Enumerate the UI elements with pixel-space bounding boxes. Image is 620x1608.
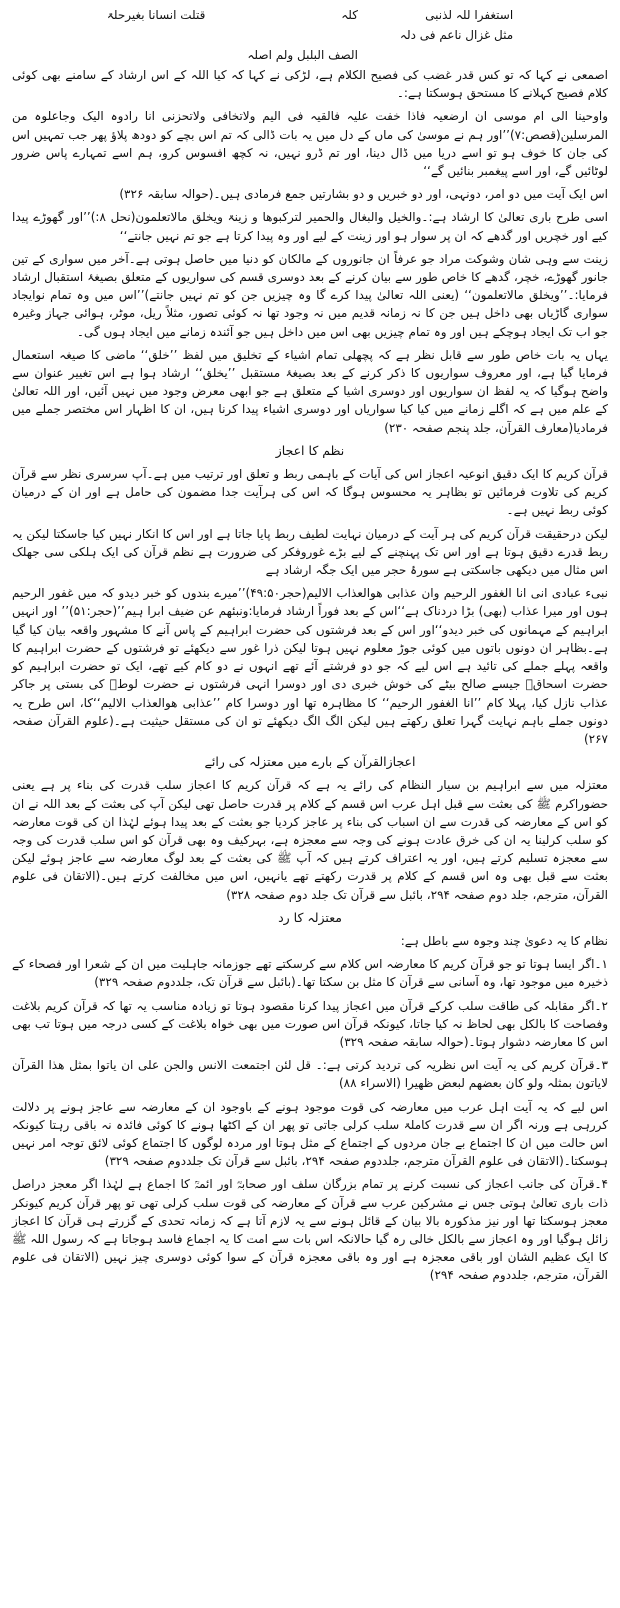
paragraph: ۴۔قرآن کی جانب اعجاز کی نسبت کرنے پر تمام بزرگان سلف اور صحابہؓ اور ائمہؒ کا اجماع ہے لہٰذا اگر معجز دراصل ذات باری تعالیٰ ہوتی جس نے مشرکین عرب سے قرآن کے معارضہ کی قوت سلب کرلی تھی تو پھر قرآن کریم کیونکر معجز ہوسکتا تھا اور نیز مذکورہ بالا بیان کے قائل ہونے سے یہ لازم آتا ہے کہ زمانہ تحدی کے گزرتے ہی قرآن کا اعجاز زائل ہوگیا اور وہ اعجاز سے بالکل خالی رہ گیا حالانکہ اس بات سے امت کا یہ اجماع فاسد ہوجاتا ہے کہ رسول اللہ ﷺ کا ایک عظیم الشان اور باقی معجزہ ہے اور وہ باقی معجزہ قرآن کے سوا کوئی دوسری چیز نہیں (الاتقان فی علوم القرآن، مترجم، جلددوم صفحہ ۲۹۴) [12, 1177, 608, 1283]
section-heading: نظم کا اعجاز [275, 442, 345, 458]
paragraph: لیکن درحقیقت قرآن کریم کی ہر آیت کے درمیان نہایت لطیف ربط پایا جاتا ہے اور اس کا انکار نہیں کیا جاسکتا لیکن یہ ربط قدرے دقیق ہوتا ہے اور اس تک پہنچنے کے لیے بڑے غوروفکر کی ضرورت ہے نظم قرآن کی ایک ہلکی سی جھلک اس مثال میں دیکھی جاسکتی ہے سورۂ حجر میں ایک جگہ ارشاد ہے [12, 526, 608, 578]
verse-segment: استغفرا للہ لذنبی [425, 8, 514, 22]
paragraph: قرآن کریم کا ایک دقیق انوعیہ اعجاز اس کی آیات کے باہمی ربط و تعلق اور ترتیب میں ہے۔آپ سرسری نظر سے قرآن کریم کی تلاوت فرمائیں تو بظاہر یہ محسوس ہوگا کہ اس کی ہرآیت جدا مضمون کی حامل ہے اور ان کے درمیان کوئی ربط نہیں ہے۔ [12, 467, 608, 518]
paragraph: واوحینا الی ام موسی ان ارضعیہ فاذا خفت علیہ فالقیہ فی الیم ولاتخافی ولاتحزنی انا رادوہ الیک وجاعلوہ من المرسلین(قصص:۷)’’اور ہم نے موسیٰ کی ماں کے دل میں یہ بات ڈالی کہ تم اس بچے کو دودھ پلاؤ پھر جب تمہیں اس کی جان کا خوف ہو تو اسے دریا میں ڈال دینا، اور تم ڈرو نہیں، نہ کچھ افسوس کرو، ہم اسے تمہارے پاس ضرور لوٹائیں گے، اور اسے پیغمبر بنائیں گے‘‘ [12, 109, 608, 179]
verse-segment: کلہ [341, 8, 358, 22]
section-heading: اعجازالقرآن کے بارے میں معتزلہ کی رائے [204, 754, 416, 770]
paragraph: معتزلہ میں سے ابراہیم بن سیار النظام کی رائے یہ ہے کہ قرآن کریم کا اعجاز سلب قدرت کی بناء پر ہے یعنی حضوراکرم ﷺ کی بعثت سے قبل اہل عرب اس قسم کے کلام پر قدرت حاصل تھی لیکن آپ کی بعثت کے بعد اللہ نے ان کو اس کے معارضہ کی قدرت سے ان اسباب کی بناء پر عاجز کردیا جو بعثت کے بعد پیدا ہوئے لہٰذا ان کی قوت معارضہ کو سلب کرلینا یہ ان کی خرق عادت ہونے کی وجہ سے معجزہ ہے، بہرکیف وہ بھی قرآن کو اس سلب قدرت کی وجہ سے معجزہ تسلیم کرتے ہیں، اور یہ اعتراف کرتے ہیں کہ آپ ﷺ کی بعثت کے بعد لوگ معارضہ سے عاجز ہوئے لیکن بعثت سے قبل بھی وہ اس قسم کے کلام پر قدرت رکھتے تھے یانہیں، اس میں مخالفت کرتے ہیں۔(الاتقان فی علوم القرآن، مترجم، جلد دوم صفحہ ۲۹۴، بائبل سے قرآن تک جلد دوم صفحہ ۳۲۸) [12, 778, 608, 902]
paragraph: ۳۔قرآن کریم کی یہ آیت اس نظریہ کی تردید کرتی ہے:۔ قل لئن اجتمعت الانس والجن علی ان یاتوا بمثل ھذا القرآن لایاتون بمثلہ ولو کان بعضھم لبعض ظھیرا (الاسراء ۸۸) [12, 1058, 608, 1091]
paragraph: یہاں یہ بات خاص طور سے قابل نظر ہے کہ پچھلی تمام اشیاء کے تخلیق میں لفظ ’’خلق‘‘ ماضی کا صیغہ استعمال فرمایا گیا ہے، اور معروف سواریوں کا ذکر کرنے کے بعد بصیغۂ مستقبل ’’یخلق‘‘ ارشاد ہوا ہے اس تغییر عنوان سے واضح ہوگیا کہ یہ لفظ ان سواریوں اور دوسری اشیا کے متعلق ہے جو ابھی معرض وجود میں نہیں آئیں، اور اللہ تعالیٰ کے علم میں ہے کہ اگلے زمانے میں کیا کیا سواریاں اور دوسری اشیاء پیدا کرنا ہیں، ان کا اظہار اس مختصر جملے میں فرمادیا(معارف القرآن، جلد پنجم صفحہ ۲۳۰) [12, 347, 608, 435]
section-heading: معتزلہ کا رد [278, 909, 342, 925]
paragraph: اصمعی نے کہا کہ تو کس قدر غضب کی فصیح الکلام ہے، لڑکی نے کہا کہ کیا اللہ کے اس ارشاد کے سامنے بھی کوئی کلام فصیح کہلانے کا مستحق ہوسکتا ہے:۔ [12, 68, 608, 101]
paragraph: اس ایک آیت میں دو امر، دونہی، اور دو خبریں و دو بشارتیں جمع فرمادی ہیں۔(حوالہ سابقہ ۳۲۶) [119, 187, 608, 202]
paragraph: اس لیے کہ یہ آیت اہل عرب میں معارضہ کی قوت موجود ہونے کے باوجود ان کے معارضہ سے عاجز ہونے پر دلالت کررہی ہے ورنہ اگر ان سے قدرت کاملۃ سلب کرلی جاتی تو پھر ان کے اکٹھا ہونے کا کوئی فائدہ نہ باقی رہتا کیونکہ اس حالت میں ان کا اجتماع بے جان مردوں کے اجتماع کے مثل ہوتا اور مردہ لوگوں کا اجتماع کوئی لائق توجہ امر نہیں ہوسکتا۔(الاتقان فی علوم القرآن مترجم، جلددوم صفحہ ۲۹۴، بائبل سے قرآن تک جلددوم صفحہ ۳۲۹) [12, 1099, 608, 1169]
paragraph: زینت سے وہی شان وشوکت مراد جو عرفاً ان جانوروں کے مالکان کو دنیا میں حاصل ہوتی ہے۔آخر میں سواری کے تین جانور گھوڑے، خچر، گدھے کا خاص طور سے بیان کرنے کے بعد دوسری قسم کی سواریوں کے متعلق بصیغۂ استقبال ارشاد فرمایا:۔’’ویخلق مالاتعلمون‘‘ (یعنی اللہ تعالیٰ پیدا کرے گا وہ چیزیں جن کو تم نہیں جانتے)’’اس میں وہ تمام نوایجاد سواری گاڑیاں بھی داخل ہیں جن کا نہ زمانہ قدیم میں نہ وجود تھا نہ کوئی تصور، مثلاً ریل، موٹر، ہوائی جہاز وغیرہ جو اب تک ایجاد ہوچکے ہیں اور وہ تمام چیزیں بھی اس میں داخل ہیں جو آئندہ زمانے میں ایجاد ہوں گی۔ [12, 251, 608, 339]
verse-segment: الصف البلبل ولم اصلہ [247, 48, 358, 62]
paragraph: ۲۔اگر مقابلہ کی طاقت سلب کرکے قرآن میں اعجاز پیدا کرنا مقصود ہوتا تو زیادہ مناسب یہ تھا کہ قرآن کریم بلاغت وفصاحت کا بالکل بھی لحاظ نہ کیا جاتا، کیونکہ قرآن اس صورت میں بھی خواہ بلاغت کے کسی درجہ میں ہوتا تب بھی اس کا معارضہ دشوار ہوتا۔(حوالہ سابقہ صفحہ ۳۲۹) [12, 998, 608, 1049]
paragraph: اسی طرح باری تعالیٰ کا ارشاد ہے:۔والخیل والبغال والحمیر لترکبوھا و زینۃ ویخلق مالاتعلمون(نحل ۸:)’’اور گھوڑے پیدا کیے اور خچریں اور گدھے کہ ان پر سوار ہو اور زینت کے لیے اور وہ پیدا کرتا ہے جو تم نہیں جانتے‘‘ [12, 210, 608, 243]
paragraph: ۱۔اگر ایسا ہوتا تو جو قرآن کریم کا معارضہ اس کلام سے کرسکتے تھے جوزمانہ جاہلیت میں ان کے شعرا اور فصحاء کے ذخیرہ میں موجود تھا، وہ آسانی سے قرآن کا مثل بن سکتا تھا۔(بائبل سے قرآن تک، جلددوم صفحہ ۳۲۹) [12, 957, 608, 990]
paragraph: نظام کا یہ دعویٰ چند وجوہ سے باطل ہے: [400, 933, 608, 948]
verse-segment: قتلت انسانا بغیرحلۃ [106, 8, 206, 22]
article-body [12, 66, 608, 1285]
poetry-header [12, 6, 608, 64]
paragraph: نبیء عبادی انی انا الغفور الرحیم وان عذابی ھوالعذاب الالیم(حجر۴۹:۵۰)’’میرے بندوں کو خبر دیدو کہ میں غفور الرحیم ہوں اور میرا عذاب (بھی) بڑا دردناک ہے‘‘اس کے بعد فوراً ارشاد فرمایا:ونبئھم عن ضیف ابرا ہیم’’(حجر:۵۱)’’ اور انہیں ابراہیم کے مہمانوں کی خبر دیدو‘‘اور اس کے بعد فرشتوں کی حضرت ابراہیم کے پاس آنے کا مشہور واقعہ بیان کیا گیا ہے۔بظاہر ان دونوں باتوں میں کوئی جوڑ معلوم نہیں ہوتا لیکن ذرا غور سے دیکھئے تو فرشتوں کے حضرت ابراہیم کا واقعہ پہلے جملے کی تائید ہے اس لیے کہ جو دو فرشتے آئے تھے انہوں نے دو کام کیے تھے، ایک تو حضرت ابراہیم کو حضرت اسحاقؑ جیسے صالح بیٹے کی خوش خبری دی اور دوسرا انہی فرشتوں نے حضرت لوطؑ کی بستی پر جاکر عذاب نازل کیا، پہلا کام ’’انا الغفور الرحیم‘‘ کا مظاہرہ تھا اور دوسرا کام ’’عذابی ھوالعذاب الالیم‘‘کا، اس طرح یہ دونوں جملے باہم نہایت گہرا تعلق رکھتے ہیں لیکن الگ الگ دیکھئے تو ان کی مستقل حیثیت ہے۔(علوم القرآن صفحہ ۲۶۷) [12, 586, 608, 746]
verse-segment: مثل غزال ناعم فی دلہ [399, 28, 514, 42]
